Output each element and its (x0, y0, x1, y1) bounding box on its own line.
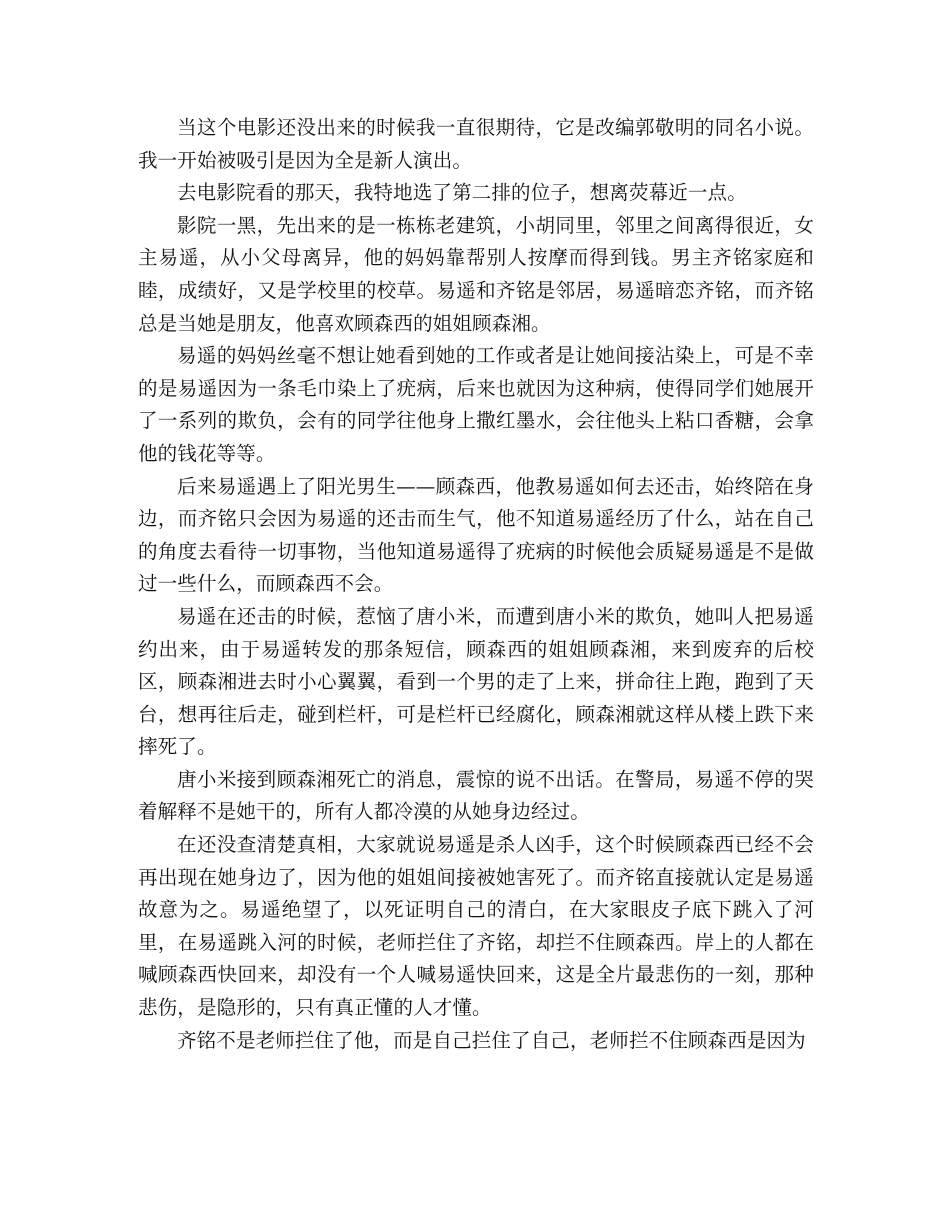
paragraph-4: 易遥的妈妈丝毫不想让她看到她的工作或者是让她间接沾染上，可是不幸的是易遥因为一条毛巾染上了疣病，后来也就因为这种病，使得同学们她展开了一系列的欺负，会有的同学往他身上撒红墨水，会往他头上粘口香糖，会拿他的钱花等等。 (138, 344, 814, 465)
paragraph-1: 当这个电影还没出来的时候我一直很期待，它是改编郭敬明的同名小说。我一开始被吸引是因为全是新人演出。 (138, 116, 814, 172)
paragraph-2: 去电影院看的那天，我特地选了第二排的位子，想离荧幕近一点。 (177, 181, 747, 205)
paragraph-8: 在还没查清楚真相，大家就说易遥是杀人凶手，这个时候顾森西已经不会再出现在她身边了，因为他的姐姐间接被她害死了。而齐铭直接就认定是易遥故意为之。易遥绝望了，以死证明自己的清白，在大家眼皮子底下跳入了河里，在易遥跳入河的时候，老师拦住了齐铭，却拦不住顾森西。岸上的人都在喊顾森西快回来，却没有一个人喊易遥快回来，这是全片最悲伤的一刻，那种悲伤，是隐形的，只有真正懂的人才懂。 (138, 833, 814, 1020)
paragraph-3: 影院一黑，先出来的是一栋栋老建筑，小胡同里，邻里之间离得很近，女主易遥，从小父母离异，他的妈妈靠帮别人按摩而得到钱。男主齐铭家庭和睦，成绩好，又是学校里的校草。易遥和齐铭是邻居，易遥暗恋齐铭，而齐铭总是当她是朋友，他喜欢顾森西的姐姐顾森湘。 (138, 213, 814, 335)
paragraph-7: 唐小米接到顾森湘死亡的消息，震惊的说不出话。在警局，易遥不停的哭着解释不是她干的，所有人都冷漠的从她身边经过。 (138, 767, 814, 824)
document-body (138, 112, 814, 1057)
paragraph-9: 齐铭不是老师拦住了他，而是自己拦住了自己，老师拦不住顾森西是因为 (177, 1028, 806, 1052)
paragraph-6: 易遥在还击的时候，惹恼了唐小米，而遭到唐小米的欺负，她叫人把易遥约出来，由于易遥转发的那条短信，顾森西的姐姐顾森湘，来到废弃的后校区，顾森湘进去时小心翼翼，看到一个男的走了上来，拼命往上跑，跑到了天台，想再往后走，碰到栏杆，可是栏杆已经腐化，顾森湘就这样从楼上跌下来摔死了。 (138, 604, 814, 759)
paragraph-5: 后来易遥遇上了阳光男生——顾森西，他教易遥如何去还击，始终陪在身边，而齐铭只会因为易遥的还击而生气，他不知道易遥经历了什么，站在自己的角度去看待一切事物，当他知道易遥得了疣病的时候他会质疑易遥是不是做过一些什么，而顾森西不会。 (138, 474, 814, 596)
